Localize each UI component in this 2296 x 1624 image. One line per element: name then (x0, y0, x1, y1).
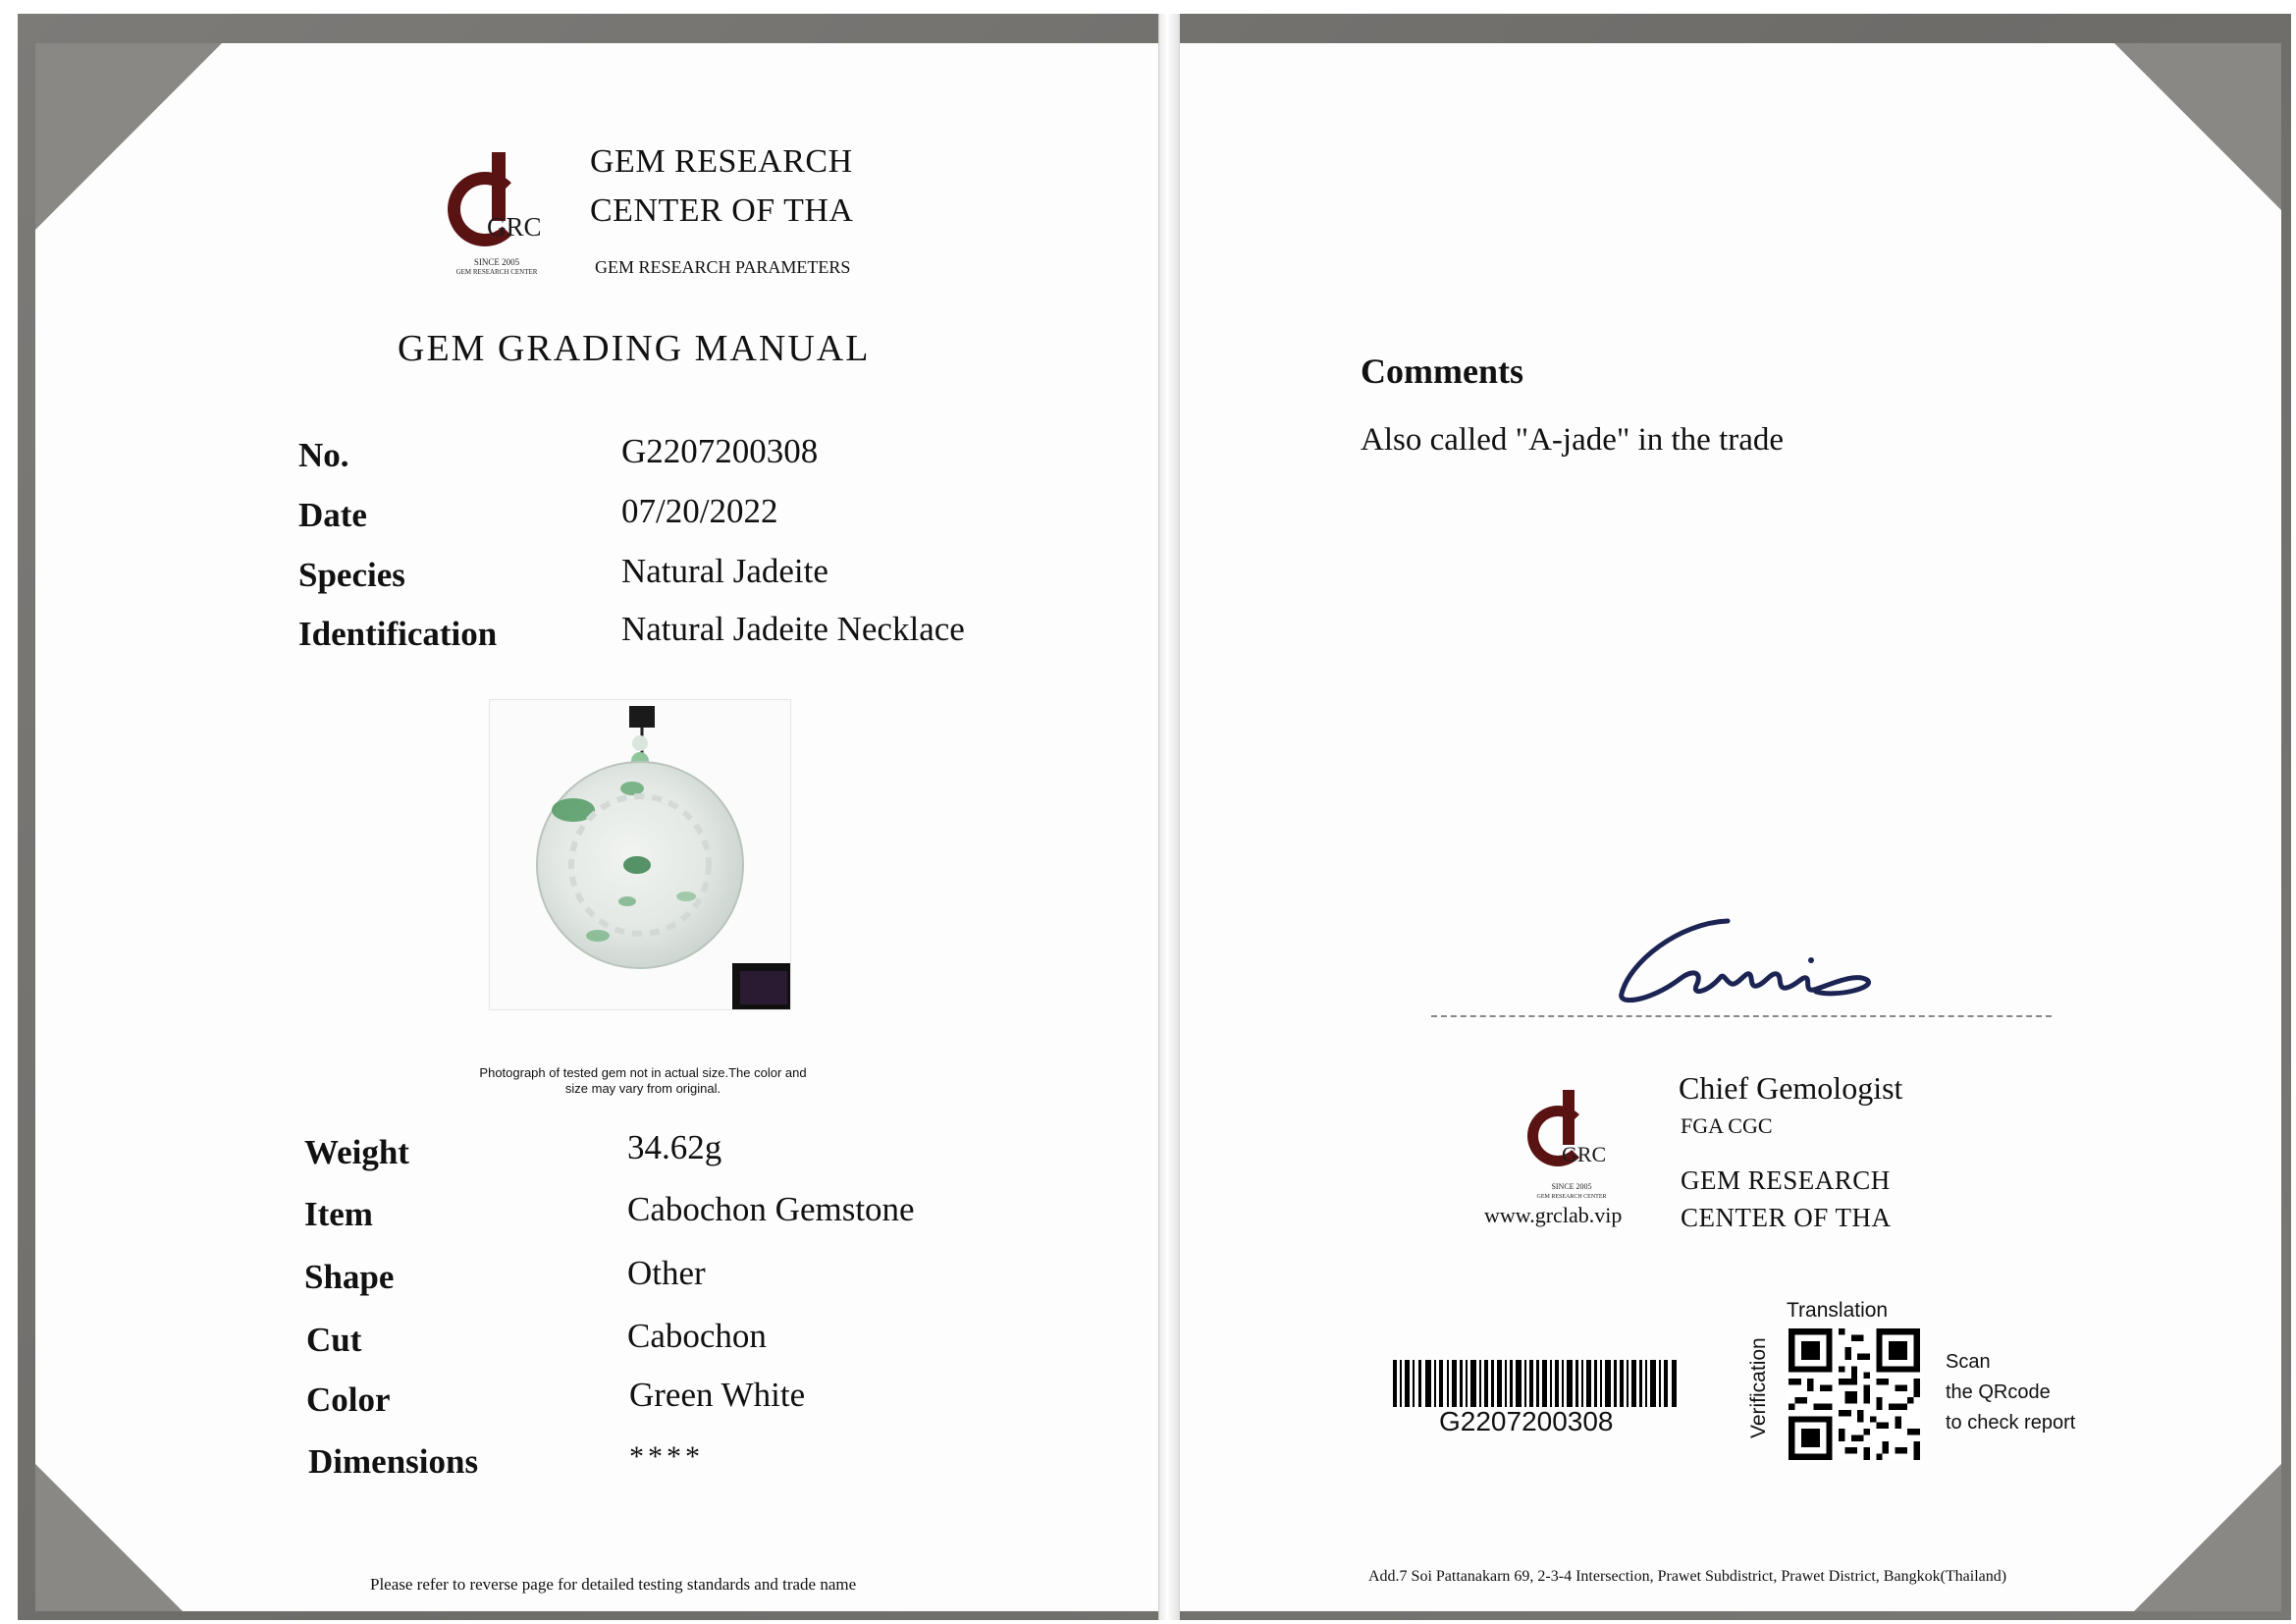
logo-since-text (438, 257, 556, 277)
photo-caption (432, 1065, 854, 1097)
detail-label-date: Date (298, 496, 367, 534)
qr-translation-label: Translation (1787, 1299, 1889, 1322)
detail-label-color: Color (306, 1380, 391, 1419)
detail-value-color: Green White (629, 1376, 806, 1414)
detail-label-cut: Cut (306, 1321, 362, 1359)
scan-line1: Scan (1946, 1351, 1991, 1373)
org-subtitle: GEM RESEARCH PARAMETERS (595, 257, 851, 277)
logo-since-small-line1: SINCE 2005 (1551, 1182, 1592, 1191)
corner-tab-bottom-right (2134, 1464, 2281, 1611)
detail-label-weight: Weight (304, 1133, 409, 1171)
logo-since-line1: SINCE 2005 (473, 257, 520, 267)
signature-line (1431, 1015, 2052, 1017)
jade-pendant-image (490, 700, 790, 1009)
chief-gemologist-signature (1610, 903, 1904, 1011)
detail-label-identification: Identification (298, 615, 498, 653)
logo-since-small-line2: GEM RESEARCH CENTER (1536, 1194, 1607, 1200)
detail-value-weight: 34.62g (627, 1128, 722, 1166)
corner-tab-top-right (2114, 43, 2281, 210)
page-title: GEM GRADING MANUAL (398, 328, 871, 369)
logo-since-text-small (1518, 1182, 1626, 1202)
detail-label-no: No. (298, 436, 349, 474)
corner-tab-top-left (35, 43, 222, 230)
comments-title: Comments (1361, 352, 1523, 391)
detail-value-species: Natural Jadeite (621, 552, 828, 590)
photo-caption-line1: Photograph of tested gem not in actual size.The color and (479, 1065, 807, 1080)
detail-label-dimensions: Dimensions (308, 1442, 479, 1481)
detail-value-date: 07/20/2022 (621, 492, 778, 530)
scan-instructions (1946, 1347, 2075, 1438)
detail-label-species: Species (298, 556, 405, 594)
comments-text: Also called "A-jade" in the trade (1361, 422, 1785, 458)
signatory-org-line2: CENTER OF THA (1681, 1203, 1892, 1232)
detail-value-identification: Natural Jadeite Necklace (621, 610, 965, 648)
qr-verification-label: Verification (1747, 1337, 1770, 1438)
logo-since-line2: GEM RESEARCH CENTER (455, 268, 538, 276)
photo-caption-line2: size may vary from original. (564, 1081, 721, 1096)
detail-label-shape: Shape (304, 1258, 395, 1296)
org-name-line2: CENTER OF THA (590, 192, 854, 229)
report-barcode (1393, 1360, 1678, 1407)
scan-line3: to check report (1946, 1412, 2076, 1434)
right-page (1176, 43, 2281, 1611)
signatory-org-line1: GEM RESEARCH (1681, 1165, 1891, 1195)
signatory-credentials: FGA CGC (1681, 1113, 1773, 1138)
qr-code-icon[interactable] (1789, 1328, 1920, 1460)
detail-value-item: Cabochon Gemstone (627, 1190, 915, 1228)
corner-tab-bottom-left (35, 1464, 183, 1611)
detail-value-shape: Other (627, 1254, 706, 1292)
detail-value-dimensions: **** (629, 1440, 704, 1473)
barcode-number: G2207200308 (1439, 1406, 1614, 1436)
website-link[interactable]: www.grclab.vip (1484, 1203, 1623, 1227)
detail-value-cut: Cabochon (627, 1317, 767, 1355)
logo-abbreviation: GRC (487, 212, 542, 242)
folder-spine (1158, 14, 1180, 1620)
detail-value-no: G2207200308 (621, 432, 819, 470)
scan-line2: the QRcode (1946, 1381, 2051, 1403)
logo-abbreviation-small: GRC (1562, 1142, 1607, 1166)
detail-label-item: Item (304, 1195, 373, 1233)
grc-logo-icon (448, 152, 556, 260)
lab-address: Add.7 Soi Pattanakarn 69, 2-3-4 Intersection, Prawet Subdistrict, Prawet District, Bangkok(Thailand) (1368, 1568, 2007, 1585)
signatory-role: Chief Gemologist (1679, 1070, 1903, 1106)
gem-photo (489, 699, 791, 1010)
left-footer-note: Please refer to reverse page for detailed testing standards and trade name (370, 1575, 857, 1594)
org-name-line1: GEM RESEARCH (590, 143, 853, 180)
